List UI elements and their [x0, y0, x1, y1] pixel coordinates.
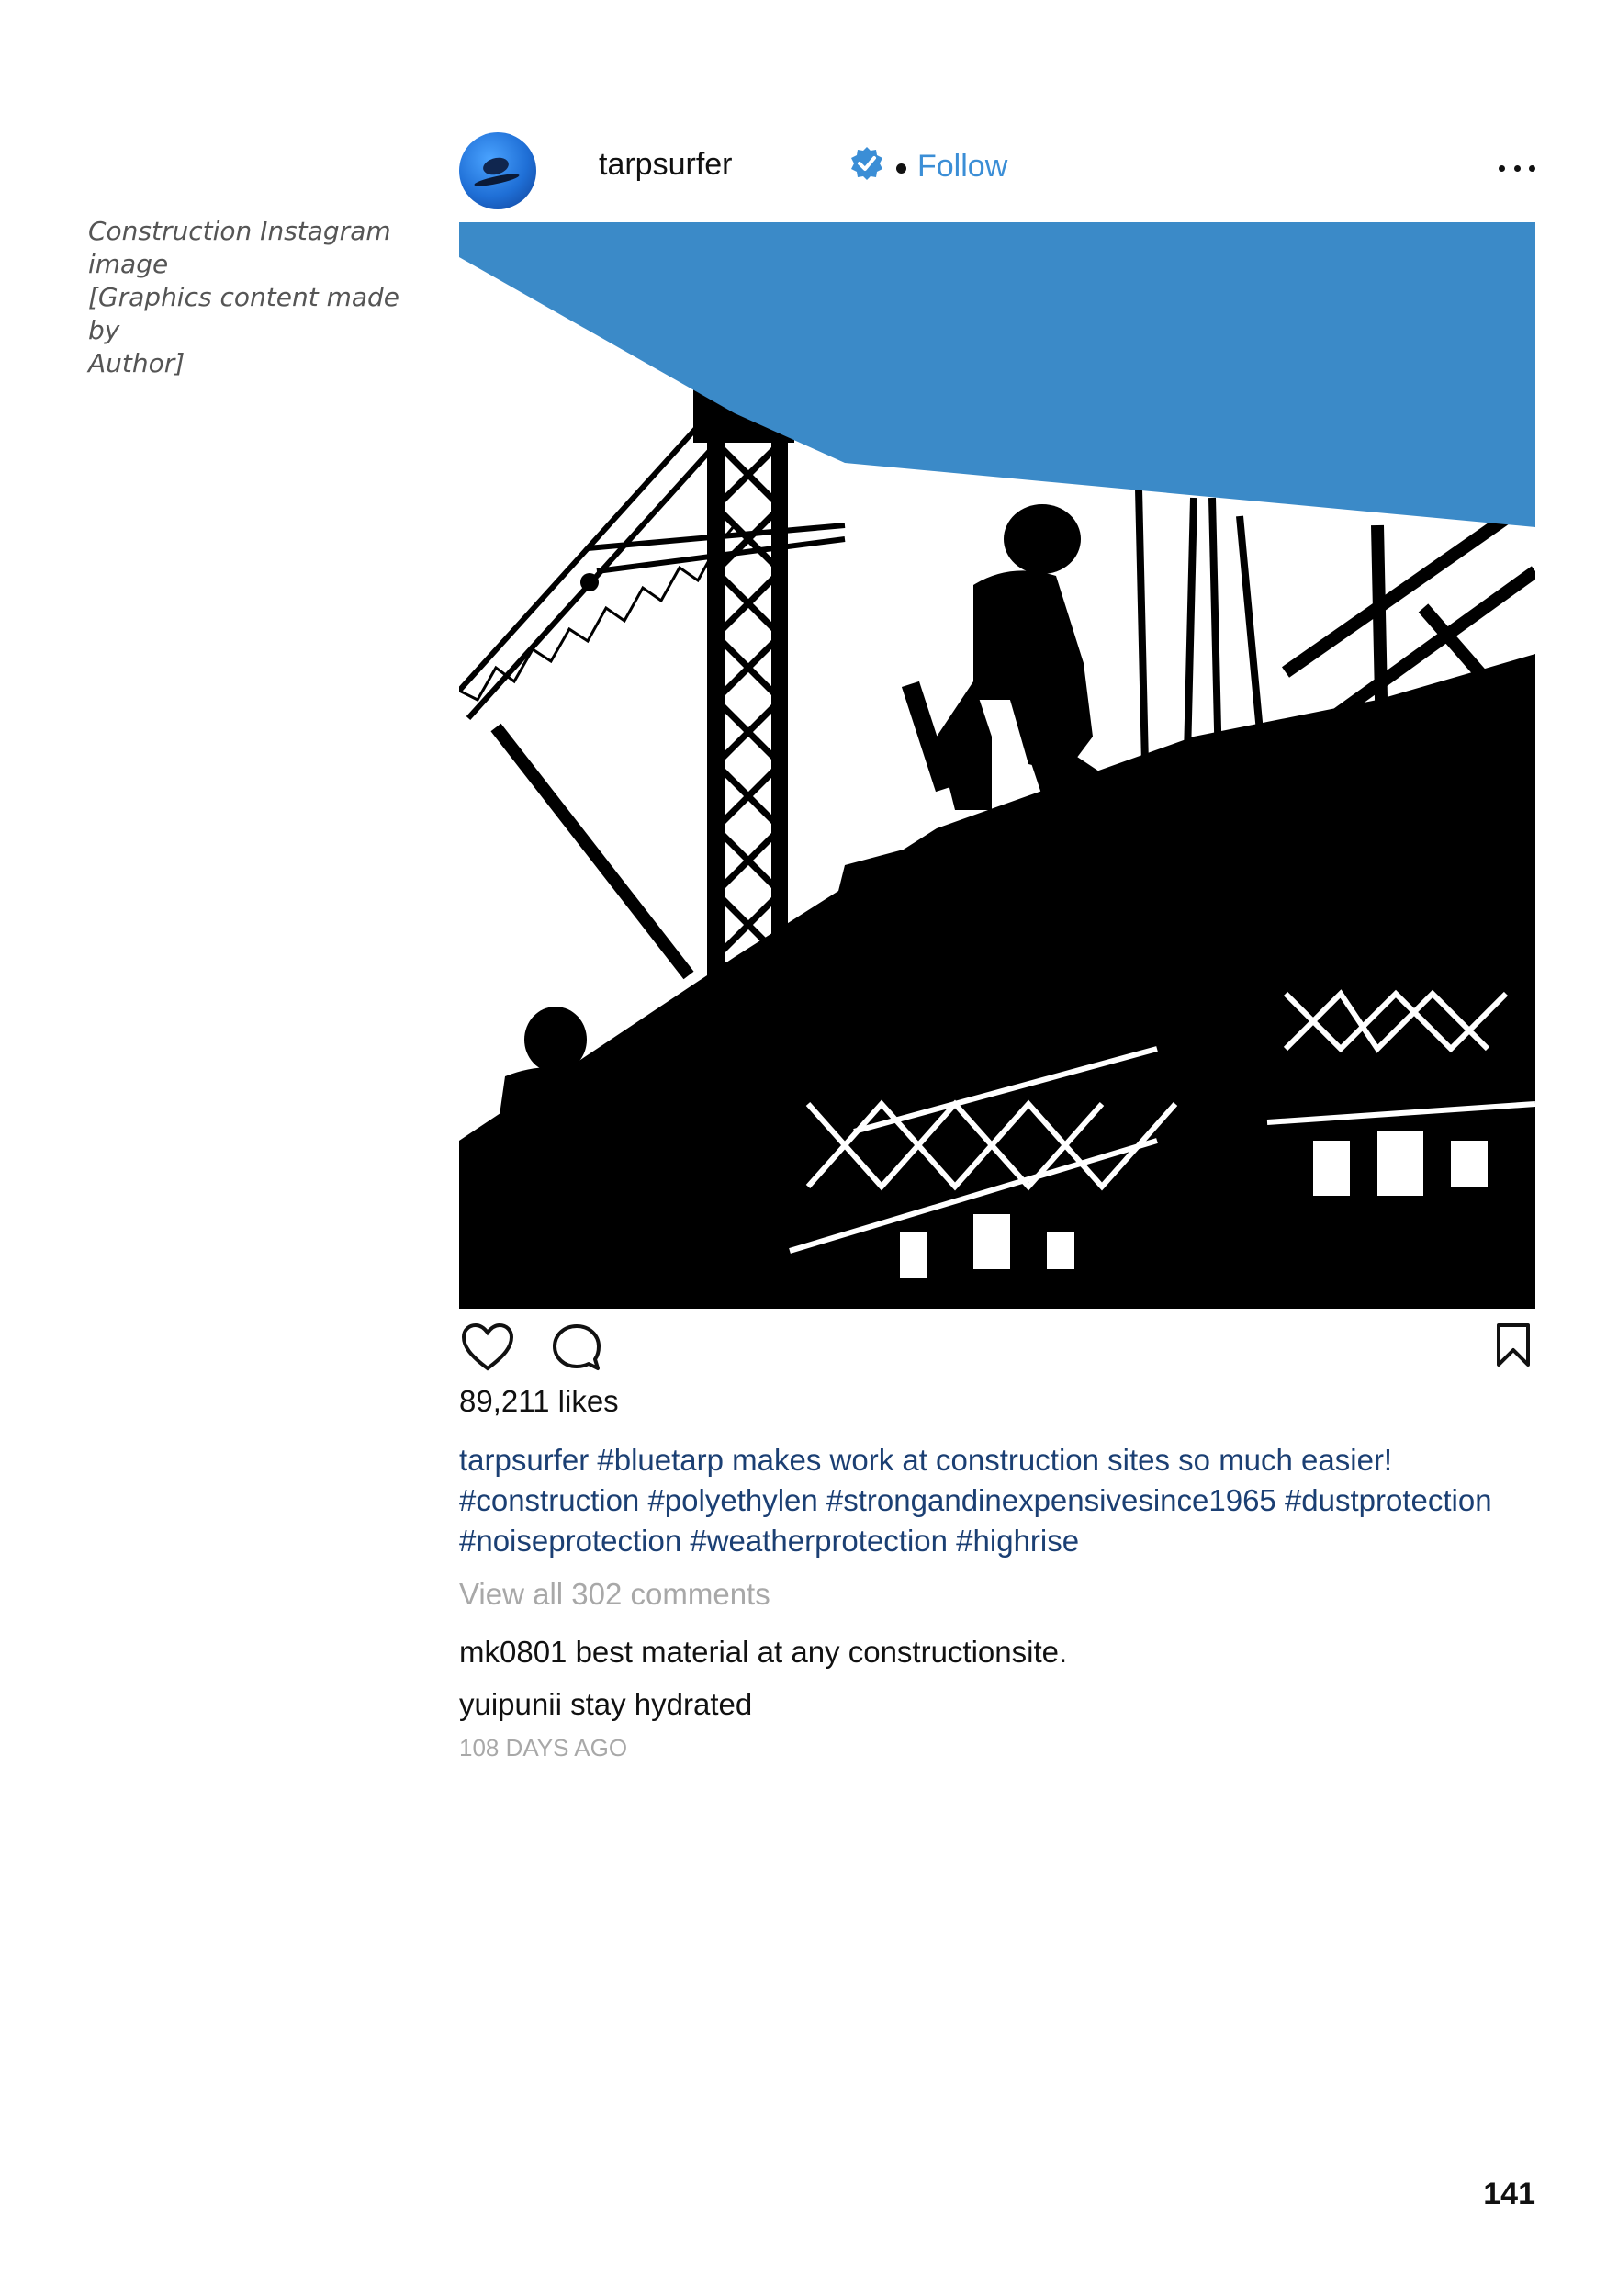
construction-silhouette-image: [459, 222, 1535, 1309]
heart-icon[interactable]: [461, 1322, 514, 1372]
caption-line: #construction #polyethylen #strongandinexpensivesince1965 #dustprotection: [459, 1483, 1492, 1517]
view-all-comments-link[interactable]: View all 302 comments: [459, 1577, 770, 1611]
post-timestamp: 108 DAYS AGO: [459, 1734, 628, 1761]
username[interactable]: tarpsurfer: [599, 147, 733, 182]
verified-badge-icon: [848, 145, 885, 182]
page-number: 141: [1483, 2177, 1535, 2212]
post-image[interactable]: [459, 222, 1535, 1309]
caption-line: [Graphics content made by: [88, 282, 408, 345]
bookmark-icon[interactable]: [1495, 1322, 1532, 1368]
caption-line: Construction Instagram: [88, 216, 391, 246]
caption-line: tarpsurfer #bluetarp makes work at construction sites so much easier!: [459, 1443, 1393, 1477]
more-options-icon[interactable]: [1499, 165, 1535, 174]
caption-line: Author]: [88, 348, 185, 378]
follow-label: Follow: [917, 149, 1008, 184]
comment-item: yuipunii stay hydrated: [459, 1687, 753, 1721]
likes-count[interactable]: 89,211 likes: [459, 1384, 619, 1418]
caption-line: #noiseprotection #weatherprotection #highrise: [459, 1524, 1080, 1558]
avatar[interactable]: [459, 132, 536, 209]
post-caption: [459, 1440, 1543, 1561]
post-header: [459, 129, 1535, 220]
blue-tarp-shape: [459, 222, 1535, 527]
post-actions: [459, 1322, 1535, 1378]
follow-button[interactable]: [896, 149, 1007, 185]
comment-item: mk0801 best material at any constructionsite.: [459, 1635, 1068, 1669]
comment-icon[interactable]: [551, 1322, 602, 1374]
separator-dot: [896, 163, 906, 174]
figure-caption: [88, 215, 437, 380]
caption-line: image: [88, 249, 169, 279]
